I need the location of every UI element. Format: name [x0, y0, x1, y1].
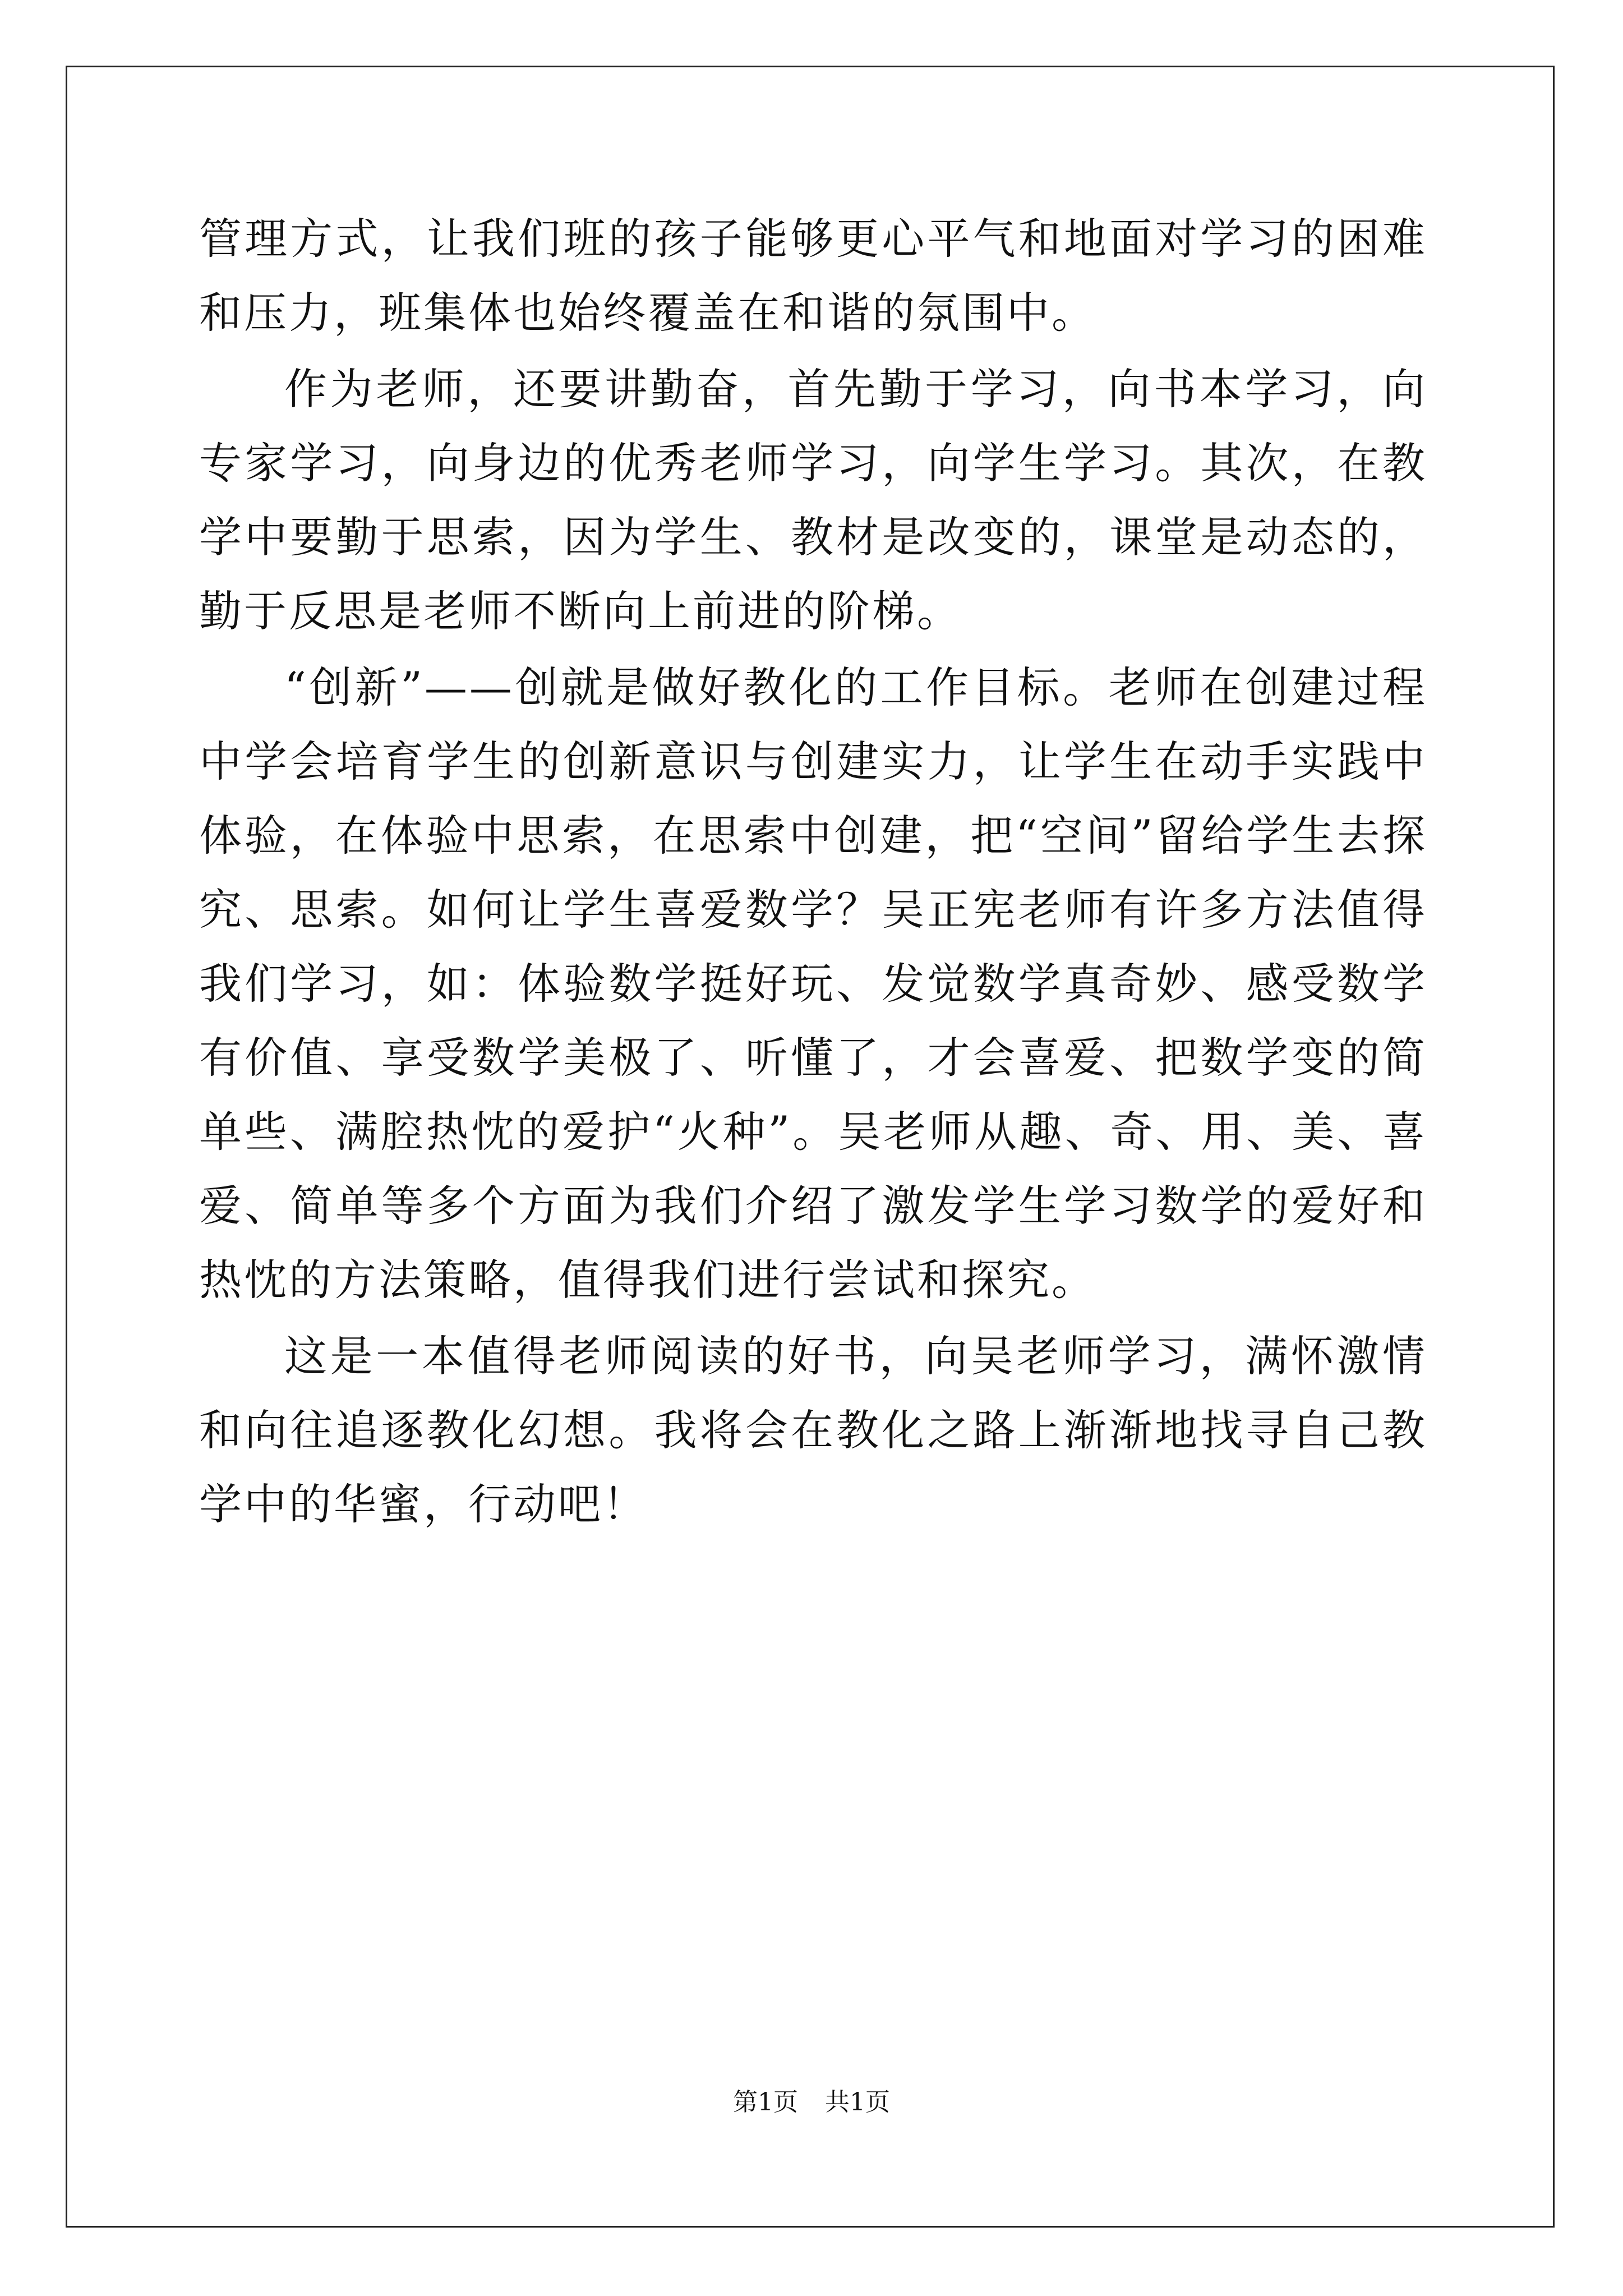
document-body — [199, 202, 1427, 1544]
paragraph-1: 管理方式，让我们班的孩子能够更心平气和地面对学习的困难和压力，班集体也始终覆盖在和谐的氛围中。 — [199, 214, 1427, 338]
page-footer — [0, 2086, 1623, 2119]
paragraph-3: “创新”——创就是做好教化的工作目标。老师在创建过程中学会培育学生的创新意识与创建实力，让学生在动手实践中体验，在体验中思索，在思索中创建，把“空间”留给学生去探究、思索。如何让学生喜爱数学？吴正宪老师有许多方法值得我们学习，如：体验数学挺好玩、发觉数学真奇妙、感受数学有价值、享受数学美极了、听懂了，才会喜爱、把数学变的简单些、满腔热忱的爱护“火种”。吴老师从趣、奇、用、美、喜爱、简单等多个方面为我们介绍了激发学生学习数学的爱好和热忱的方法策略，值得我们进行尝试和探究。 — [199, 662, 1427, 1305]
page-number-current: 第1页 — [733, 2088, 798, 2116]
paragraph-2: 作为老师，还要讲勤奋，首先勤于学习，向书本学习，向专家学习，向身边的优秀老师学习，向学生学习。其次，在教学中要勤于思索，因为学生、教材是改变的，课堂是动态的，勤于反思是老师不断向上前进的阶梯。 — [199, 364, 1427, 636]
paragraph-4: 这是一本值得老师阅读的好书，向吴老师学习，满怀激情和向往追逐教化幻想。我将会在教化之路上渐渐地找寻自己教学中的华蜜，行动吧！ — [199, 1331, 1427, 1529]
page-number-total: 共1页 — [825, 2088, 890, 2116]
